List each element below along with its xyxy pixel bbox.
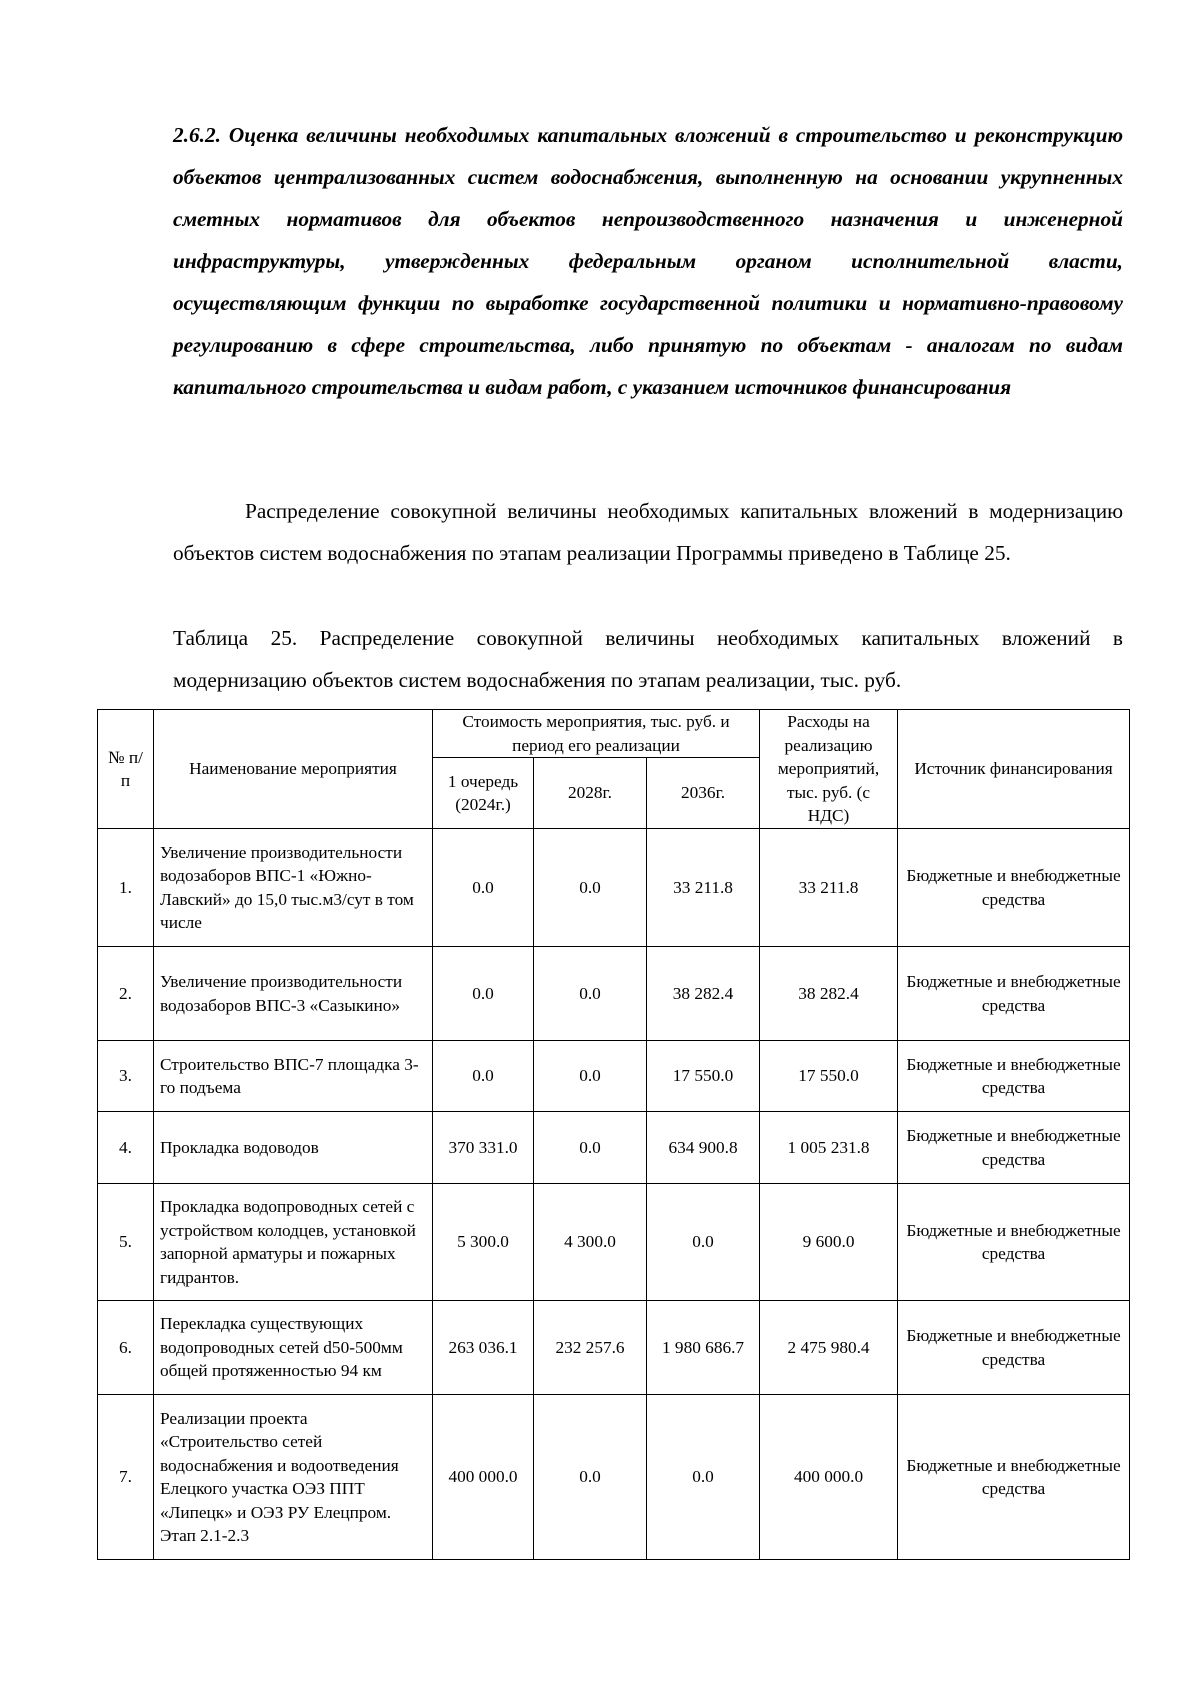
cell-2028: 0.0 <box>534 1041 647 1112</box>
table-row <box>98 947 1130 1041</box>
cell-total: 9 600.0 <box>760 1184 898 1301</box>
cell-2036: 0.0 <box>647 1395 760 1560</box>
cell-2036: 38 282.4 <box>647 947 760 1041</box>
cell-num: 7. <box>98 1395 154 1560</box>
col-header-2036: 2036г. <box>647 758 760 829</box>
cell-name: Увеличение производительности водозаборов ВПС-3 «Сазыкино» <box>154 947 433 1041</box>
cell-2036: 634 900.8 <box>647 1112 760 1184</box>
cell-total: 1 005 231.8 <box>760 1112 898 1184</box>
cell-source: Бюджетные и внебюджетные средства <box>898 1041 1130 1112</box>
cell-2028: 4 300.0 <box>534 1184 647 1301</box>
table-row <box>98 829 1130 947</box>
cell-2028: 232 257.6 <box>534 1301 647 1395</box>
cell-name: Прокладка водопроводных сетей с устройством колодцев, установкой запорной арматуры и пожарных гидрантов. <box>154 1184 433 1301</box>
table-caption: Таблица 25. Распределение совокупной величины необходимых капитальных вложений в модернизацию объектов систем водоснабжения по этапам реализации, тыс. руб. <box>173 626 1123 692</box>
cell-num: 6. <box>98 1301 154 1395</box>
header-row-1 <box>98 710 1130 758</box>
cell-2036: 17 550.0 <box>647 1041 760 1112</box>
cell-num: 2. <box>98 947 154 1041</box>
col-header-2028: 2028г. <box>534 758 647 829</box>
cell-2028: 0.0 <box>534 829 647 947</box>
cell-name: Увеличение производительности водозаборов ВПС-1 «Южно-Лавский» до 15,0 тыс.м3/сут в том числе <box>154 829 433 947</box>
cell-total: 17 550.0 <box>760 1041 898 1112</box>
investment-table <box>97 709 1130 1560</box>
col-header-source: Источник финансирования <box>898 710 1130 829</box>
cell-stage1: 263 036.1 <box>433 1301 534 1395</box>
cell-2036: 33 211.8 <box>647 829 760 947</box>
table-row <box>98 1301 1130 1395</box>
cell-2036: 1 980 686.7 <box>647 1301 760 1395</box>
intro-paragraph: Распределение совокупной величины необходимых капитальных вложений в модернизацию объектов систем водоснабжения по этапам реализации Программы приведено в Таблице 25. <box>173 499 1123 565</box>
cell-stage1: 370 331.0 <box>433 1112 534 1184</box>
cell-total: 400 000.0 <box>760 1395 898 1560</box>
cell-2028: 0.0 <box>534 947 647 1041</box>
col-header-name: Наименование мероприятия <box>154 710 433 829</box>
cell-num: 5. <box>98 1184 154 1301</box>
cell-source: Бюджетные и внебюджетные средства <box>898 829 1130 947</box>
cell-num: 4. <box>98 1112 154 1184</box>
table-row <box>98 1184 1130 1301</box>
cell-total: 33 211.8 <box>760 829 898 947</box>
cell-source: Бюджетные и внебюджетные средства <box>898 1112 1130 1184</box>
col-header-num: № п/п <box>98 710 154 829</box>
cell-stage1: 0.0 <box>433 947 534 1041</box>
cell-source: Бюджетные и внебюджетные средства <box>898 947 1130 1041</box>
cell-stage1: 5 300.0 <box>433 1184 534 1301</box>
cell-name: Перекладка существующих водопроводных сетей d50-500мм общей протяженностью 94 км <box>154 1301 433 1395</box>
cell-name: Реализации проекта «Строительство сетей водоснабжения и водоотведения Елецкого участка ОЭЗ ППТ «Липецк» и ОЭЗ РУ Елецпром. Этап 2.1-2.3 <box>154 1395 433 1560</box>
cell-stage1: 400 000.0 <box>433 1395 534 1560</box>
cell-source: Бюджетные и внебюджетные средства <box>898 1395 1130 1560</box>
cell-num: 3. <box>98 1041 154 1112</box>
col-header-stage1: 1 очередь (2024г.) <box>433 758 534 829</box>
section-heading: 2.6.2. Оценка величины необходимых капитальных вложений в строительство и реконструкцию объектов централизованных систем водоснабжения, выполненную на основании укрупненных сметных нормативов для объектов непроизводственного назначения и инженерной инфраструктуры, утвержденных федеральным органом исполнительной власти, осуществляющим функции по выработке государственной политики и нормативно-правовому регулированию в сфере строительства, либо принятую по объектам - аналогам по видам капитального строительства и видам работ, с указанием источников финансирования <box>173 123 1123 399</box>
table-row <box>98 1041 1130 1112</box>
cell-stage1: 0.0 <box>433 1041 534 1112</box>
cell-2036: 0.0 <box>647 1184 760 1301</box>
col-header-cost-group: Стоимость мероприятия, тыс. руб. и период его реализации <box>433 710 760 758</box>
table-row <box>98 1395 1130 1560</box>
cell-name: Строительство ВПС-7 площадка 3-го подъема <box>154 1041 433 1112</box>
cell-source: Бюджетные и внебюджетные средства <box>898 1184 1130 1301</box>
cell-2028: 0.0 <box>534 1395 647 1560</box>
table-row <box>98 1112 1130 1184</box>
cell-source: Бюджетные и внебюджетные средства <box>898 1301 1130 1395</box>
cell-2028: 0.0 <box>534 1112 647 1184</box>
cell-stage1: 0.0 <box>433 829 534 947</box>
cell-total: 38 282.4 <box>760 947 898 1041</box>
col-header-total: Расходы на реализацию мероприятий, тыс. руб. (с НДС) <box>760 710 898 829</box>
cell-total: 2 475 980.4 <box>760 1301 898 1395</box>
cell-num: 1. <box>98 829 154 947</box>
cell-name: Прокладка водоводов <box>154 1112 433 1184</box>
